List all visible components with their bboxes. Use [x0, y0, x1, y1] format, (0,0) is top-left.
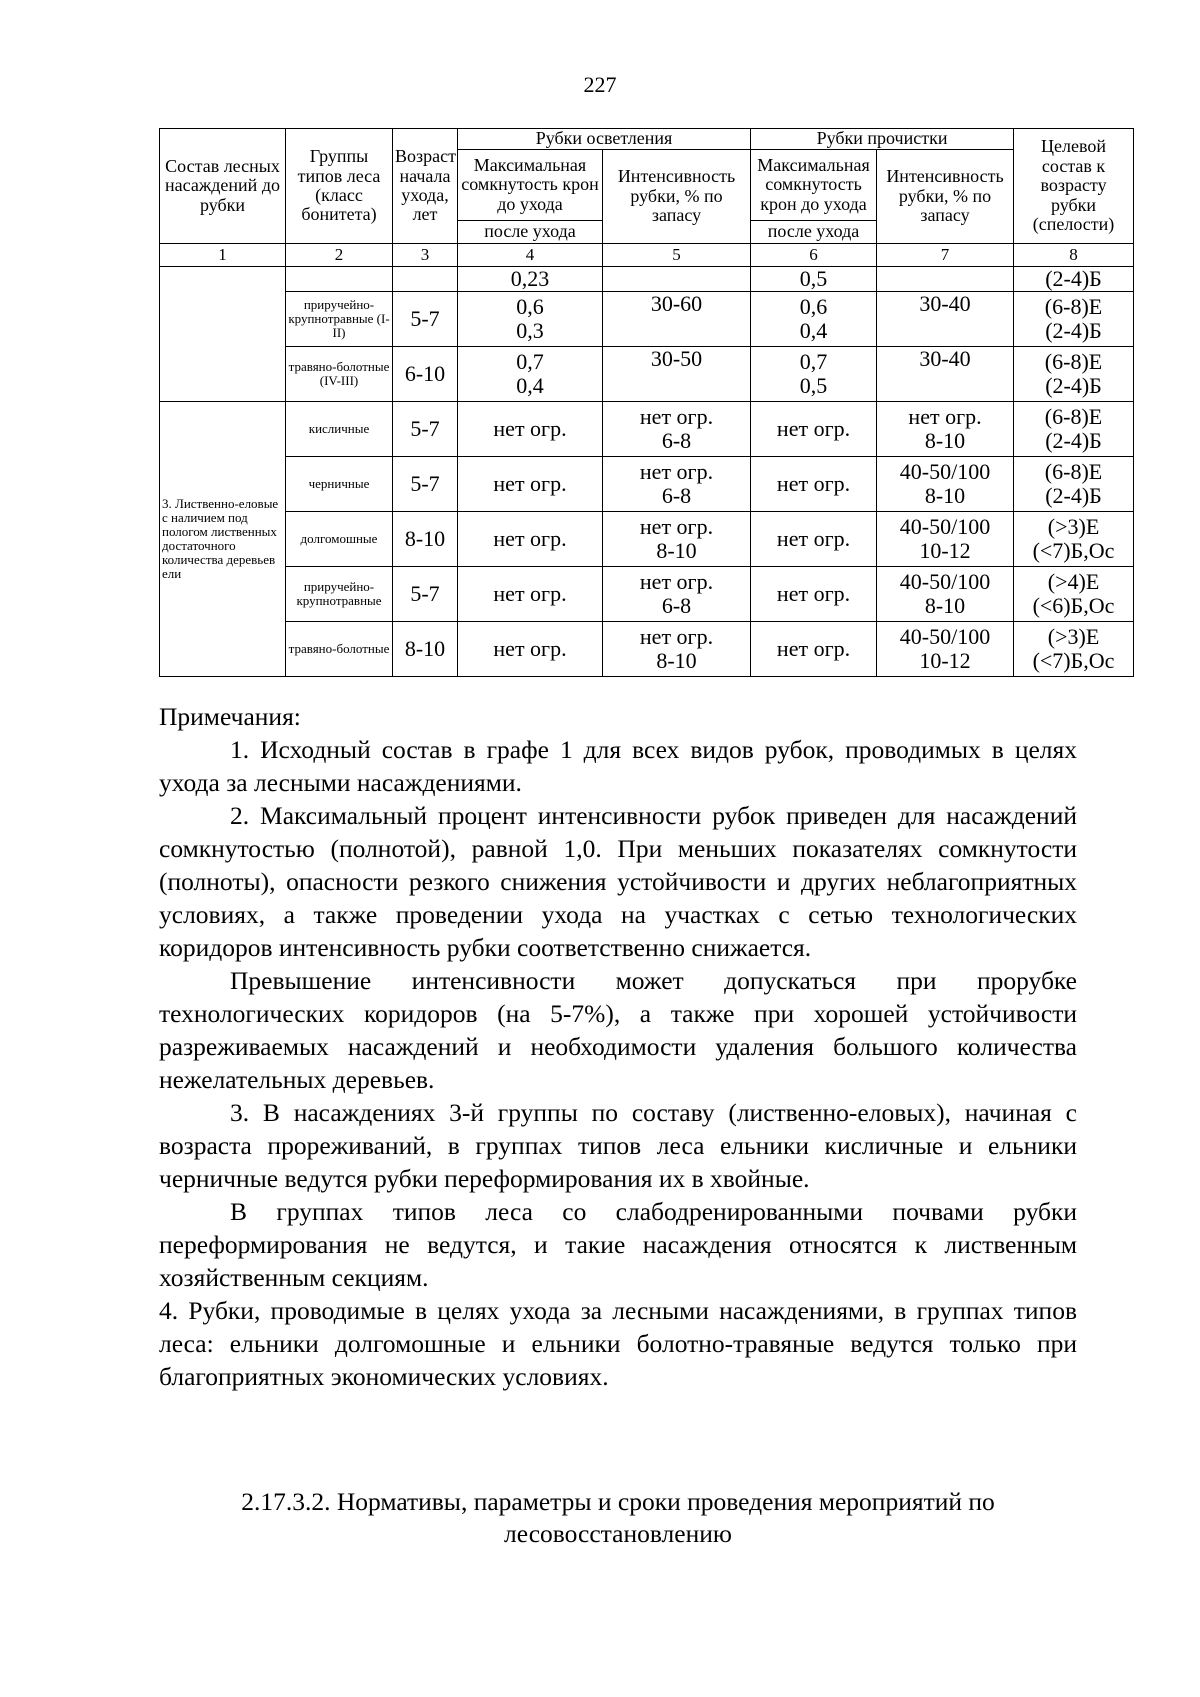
cell-closure: нет огр.: [751, 512, 877, 567]
cell-closure: нет огр.: [458, 567, 603, 622]
cell-intensity-value: 8-10: [924, 483, 966, 508]
cell-closure-before: 0,6: [799, 294, 828, 320]
column-number: 7: [877, 244, 1014, 267]
cell-forest-group: черничные: [286, 457, 393, 512]
cell-closure-before: 0,6: [516, 294, 544, 320]
forest-care-table: [159, 128, 1134, 677]
cell-intensity-value: 10-12: [919, 538, 971, 563]
header-after-a: после ухода: [458, 221, 603, 244]
note-2-continuation: Превышение интенсивности может допускаться при прорубке технологических коридоров (на 5-7%), а также при хорошей устойчивости разреживаемых насаждений и необходимости удаления большого количества нежелательных деревьев.: [159, 966, 1077, 1094]
cell-target-spruce: (>3)Е: [1047, 514, 1100, 540]
table-header-row: [160, 129, 1134, 150]
cell-intensity-limit: нет огр.: [639, 569, 714, 595]
header-start-age: Возраст начала ухода, лет: [393, 129, 458, 244]
table-row: [160, 512, 1134, 567]
cell-forest-group: приручейно-крупнотравные: [286, 567, 393, 622]
cell-closure: нет огр.: [458, 512, 603, 567]
cell-target-spruce: (6-8)Е: [1044, 349, 1103, 375]
table-row: [160, 622, 1134, 677]
column-number: 8: [1014, 244, 1134, 267]
header-intensity-a: Интенсивность рубки, % по запасу: [603, 150, 751, 244]
cell-age: 5-7: [393, 567, 458, 622]
column-number: 5: [603, 244, 751, 267]
cell-closure: 0,5: [751, 267, 877, 292]
header-max-closure-b: Максимальная сомкнутость крон до ухода: [751, 150, 877, 221]
section-heading-line-2: лесовосстановлению: [504, 1519, 732, 1548]
cell-intensity: 30-40: [877, 292, 1014, 347]
header-forest-group: Группы типов леса (класс бонитета): [286, 129, 393, 244]
cell-target-birch: (2-4)Б: [1045, 428, 1102, 453]
cell-intensity-limit: нет огр.: [639, 514, 714, 540]
cell-target-birch: (<6)Б,Ос: [1032, 593, 1115, 618]
cell-target-spruce: (>3)Е: [1047, 624, 1100, 650]
header-cleaning-cutting: Рубки прочистки: [751, 129, 1014, 150]
cell-forest-group: кисличные: [286, 402, 393, 457]
cell-intensity-value: 10-12: [919, 648, 971, 673]
cell-closure: нет огр.: [751, 622, 877, 677]
cell-target-spruce: (>4)Е: [1047, 569, 1100, 595]
cell-target-birch: (2-4)Б: [1045, 318, 1102, 343]
note-2: 2. Максимальный процент интенсивности рубок приведен для насаждений сомкнутостью (полнотой), равной 1,0. При меньших показателях сомкнутости (полноты), опасности резкого снижения устойчивости и других неблагоприятных условиях, а также проведении ухода на участках с сетью технологических коридоров интенсивность рубки соответственно снижается.: [159, 801, 1077, 962]
table-row: [160, 347, 1134, 402]
cell-age: 6-10: [393, 347, 458, 402]
cell-target-birch: (2-4)Б: [1045, 483, 1102, 508]
cell-target: (2-4)Б: [1014, 267, 1134, 292]
cell-target-spruce: (6-8)Е: [1044, 459, 1103, 485]
cell-intensity: 30-60: [603, 292, 751, 347]
column-number-row: [160, 244, 1134, 267]
cell-closure: нет огр.: [751, 567, 877, 622]
cell-closure-before: 0,7: [799, 349, 828, 375]
cell-closure-after: 0,4: [799, 318, 828, 343]
cell-forest-group: долгомошные: [286, 512, 393, 567]
cell-closure: 0,23: [458, 267, 603, 292]
cell-target-spruce: (6-8)Е: [1044, 294, 1103, 320]
cell-composition: 3. Лиственно-еловые с наличием под пологом лиственных достаточного количества деревьев ели: [160, 402, 286, 677]
cell-target-birch: (<7)Б,Ос: [1032, 538, 1115, 563]
cell-closure-before: 0,7: [516, 349, 544, 375]
cell-intensity-limit: нет огр.: [639, 459, 714, 485]
cell-intensity-limit: нет огр.: [908, 404, 982, 430]
table-row: [160, 457, 1134, 512]
composition-cell-empty: [160, 267, 286, 402]
header-light-cutting: Рубки осветления: [458, 129, 751, 150]
notes-title: Примечания:: [159, 702, 301, 731]
cell-intensity-limit: 40-50/100: [899, 624, 991, 650]
header-target-composition: Целевой состав к возрасту рубки (спелости): [1014, 129, 1134, 244]
header-composition: Состав лесных насаждений до рубки: [160, 129, 286, 244]
cell-closure-after: 0,5: [799, 373, 828, 398]
cell-age: 8-10: [393, 622, 458, 677]
cell-intensity-value: 6-8: [661, 428, 692, 453]
cell-intensity: 30-50: [603, 347, 751, 402]
column-number: 3: [393, 244, 458, 267]
cell-closure: нет огр.: [458, 622, 603, 677]
column-number: 6: [751, 244, 877, 267]
cell-intensity-limit: 40-50/100: [899, 569, 991, 595]
cell-age: 5-7: [393, 457, 458, 512]
cell-closure: нет огр.: [458, 457, 603, 512]
cell-closure-after: 0,4: [516, 373, 544, 398]
header-after-b: после ухода: [751, 221, 877, 244]
cell-intensity-limit: нет огр.: [639, 404, 714, 430]
cell-forest-group: травяно-болотные: [286, 622, 393, 677]
cell-age: 8-10: [393, 512, 458, 567]
cell-intensity-value: 8-10: [924, 593, 966, 618]
cell-age: 5-7: [393, 402, 458, 457]
cell-forest-group: травяно-болотные (IV-III): [286, 347, 393, 402]
cell-closure: нет огр.: [751, 457, 877, 512]
header-max-closure-a: Максимальная сомкнутость крон до ухода: [458, 150, 603, 221]
cell-intensity-value: 6-8: [661, 483, 692, 508]
section-heading-line-1: 2.17.3.2. Нормативы, параметры и сроки проведения мероприятий по: [241, 1487, 995, 1516]
column-number: 1: [160, 244, 286, 267]
header-intensity-b: Интенсивность рубки, % по запасу: [877, 150, 1014, 244]
section-heading: [159, 1486, 1077, 1550]
table-row: [160, 292, 1134, 347]
note-1: 1. Исходный состав в графе 1 для всех видов рубок, проводимых в целях ухода за лесными насаждениями.: [159, 735, 1077, 797]
cell-intensity-limit: нет огр.: [639, 624, 714, 650]
cell-closure-after: 0,3: [516, 318, 544, 343]
cell-target-spruce: (6-8)Е: [1044, 404, 1103, 430]
table-row: [160, 267, 1134, 292]
note-4: 4. Рубки, проводимые в целях ухода за лесными насаждениями, в группах типов леса: ельники долгомошные и ельники болотно-травяные ведутся только при благоприятных экономических условиях.: [159, 1296, 1077, 1391]
cell-age: 5-7: [393, 292, 458, 347]
cell-intensity-value: 8-10: [656, 538, 697, 563]
cell-closure: нет огр.: [751, 402, 877, 457]
table-row: [160, 567, 1134, 622]
note-3: 3. В насаждениях 3-й группы по составу (лиственно-еловых), начиная с возраста прореживаний, в группах типов леса ельники кисличные и ельники черничные ведутся рубки переформирования их в хвойные.: [159, 1098, 1077, 1193]
table-row: [160, 402, 1134, 457]
notes-section: [159, 700, 1077, 1393]
cell-intensity-value: 8-10: [656, 648, 697, 673]
page-number: 227: [583, 72, 617, 97]
cell-target-birch: (<7)Б,Ос: [1032, 648, 1115, 673]
cell-closure: нет огр.: [458, 402, 603, 457]
cell-intensity-limit: 40-50/100: [899, 459, 991, 485]
cell-forest-group: приручейно-крупнотравные (I-II): [286, 292, 393, 347]
cell-target-birch: (2-4)Б: [1045, 373, 1102, 398]
cell-intensity-value: 6-8: [661, 593, 692, 618]
cell-intensity-value: 8-10: [924, 428, 966, 453]
note-3-continuation: В группах типов леса со слабодренированными почвами рубки переформирования не ведутся, и такие насаждения относятся к лиственным хозяйственным секциям.: [159, 1197, 1077, 1292]
cell-intensity-limit: 40-50/100: [899, 514, 991, 540]
column-number: 4: [458, 244, 603, 267]
cell-intensity: 30-40: [877, 347, 1014, 402]
column-number: 2: [286, 244, 393, 267]
